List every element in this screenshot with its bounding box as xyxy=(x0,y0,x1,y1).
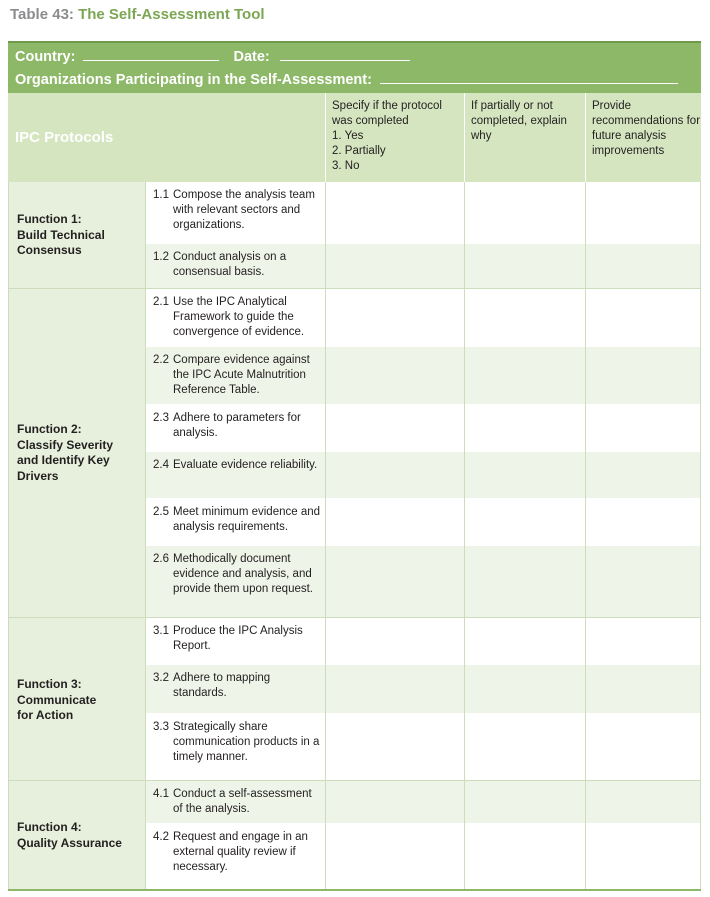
protocol-text: Adhere to mapping standards. xyxy=(173,672,271,699)
protocol-row xyxy=(146,781,701,823)
protocol-text: Meet minimum evidence and analysis requirements. xyxy=(173,506,321,533)
header-divider xyxy=(464,93,465,182)
table-title-text: The Self-Assessment Tool xyxy=(78,6,265,23)
date-label: Date: xyxy=(233,49,270,65)
function-4-cell xyxy=(8,781,145,889)
country-label: Country: xyxy=(15,49,76,65)
organizations-label: Organizations Participating in the Self-Assessment: xyxy=(15,72,372,88)
protocol-row xyxy=(146,665,701,713)
header-divider xyxy=(585,93,586,182)
function-1-label: Function 1: Build Technical Consensus xyxy=(17,212,105,257)
protocol-number: 2.6 xyxy=(153,553,169,565)
grid-line xyxy=(8,288,701,289)
protocol-number: 4.1 xyxy=(153,788,169,800)
organizations-field[interactable] xyxy=(380,71,678,84)
protocol-row xyxy=(146,824,701,889)
protocol-number: 2.3 xyxy=(153,412,169,424)
protocol-text: Request and engage in an external quality review if necessary. xyxy=(173,831,308,873)
protocol-text: Methodically document evidence and analysis, and provide them upon request. xyxy=(173,553,314,595)
protocol-number: 2.4 xyxy=(153,459,169,471)
function-4-label: Function 4: Quality Assurance xyxy=(17,820,122,850)
country-date-row xyxy=(15,48,410,65)
function-3-cell xyxy=(8,618,145,780)
column-header-recommendations: Provide recommendations for future analysis improvements xyxy=(586,93,701,182)
function-3-label: Function 3: Communicate for Action xyxy=(17,677,97,722)
function-1-cell xyxy=(8,182,145,288)
date-field[interactable] xyxy=(280,48,410,61)
table-bottom-rule xyxy=(8,889,701,891)
protocol-text: Conduct analysis on a consensual basis. xyxy=(173,251,287,278)
organizations-row xyxy=(15,71,678,88)
country-field[interactable] xyxy=(83,48,219,61)
protocol-number: 3.1 xyxy=(153,625,169,637)
protocol-row xyxy=(146,499,701,545)
protocol-row xyxy=(146,289,701,346)
protocol-number: 3.2 xyxy=(153,672,169,684)
protocol-number: 2.1 xyxy=(153,296,169,308)
protocol-row xyxy=(146,546,701,617)
function-2-cell xyxy=(8,289,145,617)
protocol-row xyxy=(146,618,701,664)
protocol-number: 2.5 xyxy=(153,506,169,518)
column-header-ipc-label: IPC Protocols xyxy=(15,129,114,146)
protocol-text: Use the IPC Analytical Framework to guide the convergence of evidence. xyxy=(173,296,305,338)
protocol-text: Compare evidence against the IPC Acute Malnutrition Reference Table. xyxy=(173,354,310,396)
grid-line xyxy=(8,780,701,781)
function-2-label: Function 2: Classify Severity and Identify Key Drivers xyxy=(17,422,114,483)
protocol-row xyxy=(146,347,701,404)
table-title xyxy=(10,6,265,23)
column-header-completed: Specify if the protocol was completed 1. Yes 2. Partially 3. No xyxy=(326,93,464,182)
grid-line xyxy=(8,617,701,618)
protocol-row xyxy=(146,714,701,780)
table-number: Table 43: xyxy=(10,6,74,23)
protocol-row xyxy=(146,452,701,498)
protocol-number: 3.3 xyxy=(153,721,169,733)
column-header-ipc-protocols xyxy=(8,93,325,182)
protocol-row xyxy=(146,405,701,451)
protocol-number: 4.2 xyxy=(153,831,169,843)
protocol-number: 1.2 xyxy=(153,251,169,263)
protocol-text: Adhere to parameters for analysis. xyxy=(173,412,301,439)
protocol-number: 1.1 xyxy=(153,189,169,201)
header-divider xyxy=(325,93,326,182)
protocol-text: Evaluate evidence reliability. xyxy=(173,459,318,471)
protocol-text: Conduct a self-assessment of the analysis. xyxy=(173,788,312,815)
protocol-text: Strategically share communication products in a timely manner. xyxy=(173,721,320,763)
protocol-number: 2.2 xyxy=(153,354,169,366)
form-header xyxy=(8,41,701,93)
column-header-explain: If partially or not completed, explain why xyxy=(465,93,585,182)
protocol-text: Compose the analysis team with relevant sectors and organizations. xyxy=(173,189,315,231)
protocol-text: Produce the IPC Analysis Report. xyxy=(173,625,303,652)
protocol-row xyxy=(146,244,701,288)
protocol-row xyxy=(146,182,701,243)
